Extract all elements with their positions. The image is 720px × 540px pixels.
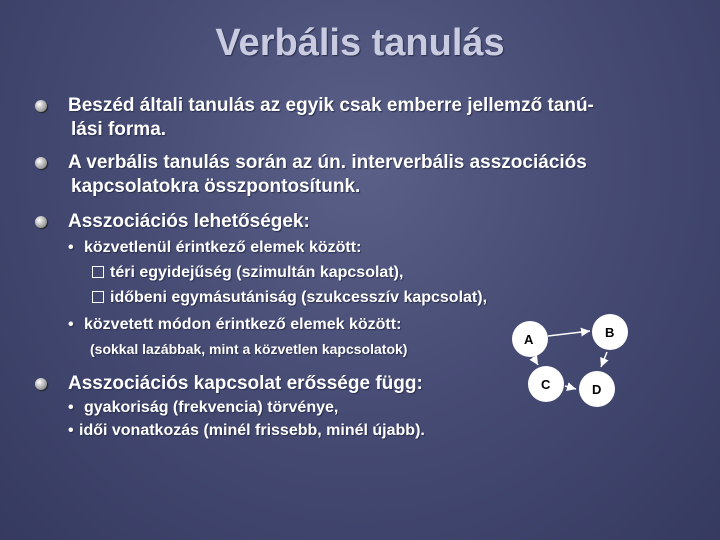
arrow-b-to-d	[601, 352, 607, 367]
subitem-temporal-text: időbeni egymásutániság (szukcesszív kapcsolat),	[110, 289, 488, 306]
subitem-indirect-text: közvetett módon érintkező elemek között:	[84, 316, 402, 333]
node-a	[512, 321, 548, 357]
arrow-a-to-b	[548, 331, 590, 336]
bullet-text-line1: Asszociációs lehetőségek:	[68, 211, 310, 232]
node-c	[528, 366, 564, 402]
subitem-indirect-note: (sokkal lazábbak, mint a közvetlen kapcsolatok)	[90, 341, 408, 357]
bullet-text-line2: lási forma.	[71, 119, 167, 140]
node-b	[592, 314, 628, 350]
subitem-recency-text: idői vonatkozás (minél frissebb, minél újabb).	[79, 422, 425, 439]
bullet-text-line1: A verbális tanulás során az ún. interverbális asszociációs	[68, 152, 587, 173]
node-a-label: A	[524, 332, 534, 347]
dot-bullet-icon: •	[68, 399, 74, 416]
subitem-direct-text: közvetlenül érintkező elemek között:	[84, 239, 362, 256]
arrow-c-to-d	[565, 386, 576, 389]
dot-bullet-icon: •	[68, 316, 74, 333]
bullet-text-line2: kapcsolatokra összpontosítunk.	[71, 176, 361, 197]
arrow-a-to-c	[533, 357, 538, 365]
subitem-frequency-text: gyakoriság (frekvencia) törvénye,	[84, 399, 339, 416]
node-c-label: C	[541, 377, 551, 392]
bullet-text-line1: Beszéd általi tanulás az egyik csak emberre jellemző tanú-	[68, 95, 594, 116]
dot-bullet-icon: •	[68, 422, 74, 439]
bullet-text-line1: Asszociációs kapcsolat erőssége függ:	[68, 373, 423, 394]
node-d-label: D	[592, 382, 602, 397]
dot-bullet-icon: •	[68, 239, 74, 256]
subitem-spatial-text: téri egyidejűség (szimultán kapcsolat),	[110, 264, 404, 281]
node-b-label: B	[605, 325, 615, 340]
slide-title: Verbális tanulás	[215, 22, 505, 64]
node-d	[579, 371, 615, 407]
